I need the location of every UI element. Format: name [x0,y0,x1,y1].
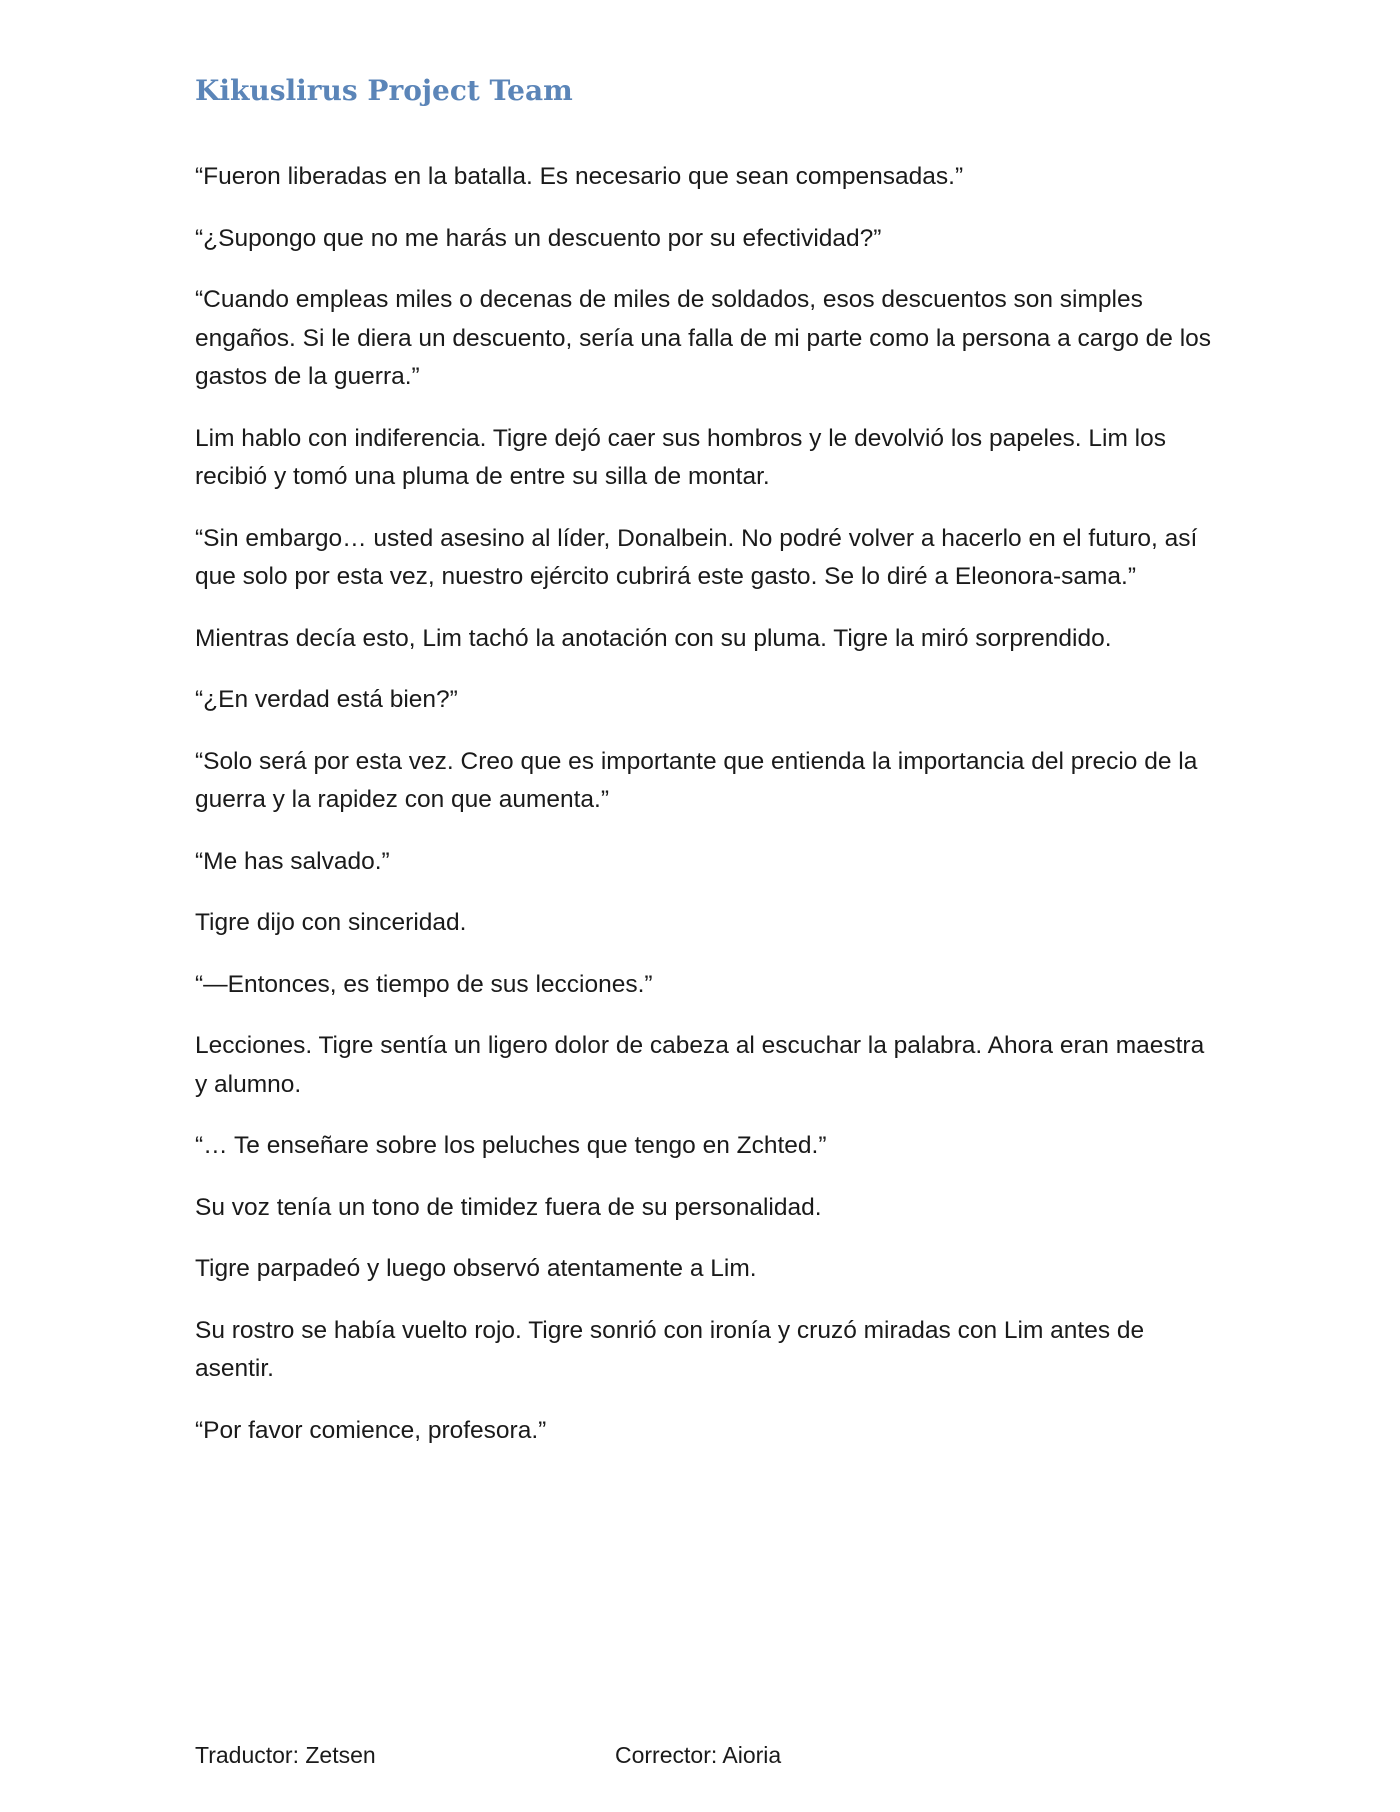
paragraph: Tigre dijo con sinceridad. [195,909,467,936]
footer [195,1737,1215,1773]
paragraph: Lecciones. Tigre sentía un ligero dolor de cabeza al escuchar la palabra. Ahora eran maestra y alumno. [195,1032,1205,1098]
footer-translator: Traductor: Zetsen [195,1742,376,1768]
paragraph: “Cuando empleas miles o decenas de miles de soldados, esos descuentos son simples engaños. Si le diera un descuento, sería una falla de mi parte como la persona a cargo de los gastos de la guerra.” [195,286,1212,390]
paragraph: Su voz tenía un tono de timidez fuera de su personalidad. [195,1193,822,1221]
paragraph: Su rostro se había vuelto rojo. Tigre sonrió con ironía y cruzó miradas con Lim antes de asentir. [195,1316,1145,1382]
paragraph: “Sin embargo… usted asesino al líder, Donalbein. No podré volver a hacerlo en el futuro, así que solo por esta vez, nuestro ejército cubrirá este gasto. Se lo diré a Eleonora-sama.” [195,524,1198,590]
paragraph: “¿En verdad está bien?” [195,686,458,713]
document-body [195,158,1215,1473]
paragraph: “Solo será por esta vez. Creo que es importante que entienda la importancia del precio de la guerra y la rapidez con que aumenta.” [195,747,1198,813]
paragraph: “Me has salvado.” [195,847,390,875]
footer-corrector: Corrector: Aioria [615,1742,782,1768]
paragraph: “Por favor comience, profesora.” [195,1416,547,1444]
paragraph: Tigre parpadeó y luego observó atentamente a Lim. [195,1255,757,1282]
paragraph: Mientras decía esto, Lim tachó la anotación con su pluma. Tigre la miró sorprendido. [195,624,1112,652]
paragraph: Lim hablo con indiferencia. Tigre dejó caer sus hombros y le devolvió los papeles. Lim los recibió y tomó una pluma de entre su silla de montar. [195,424,1166,490]
header-title: Kikuslirus Project Team [195,74,573,107]
paragraph: “¿Supongo que no me harás un descuento por su efectividad?” [195,224,882,252]
paragraph: “Fueron liberadas en la batalla. Es necesario que sean compensadas.” [195,163,964,190]
paragraph: “—Entonces, es tiempo de sus lecciones.” [195,970,653,998]
paragraph: “… Te enseñare sobre los peluches que tengo en Zchted.” [195,1132,827,1159]
